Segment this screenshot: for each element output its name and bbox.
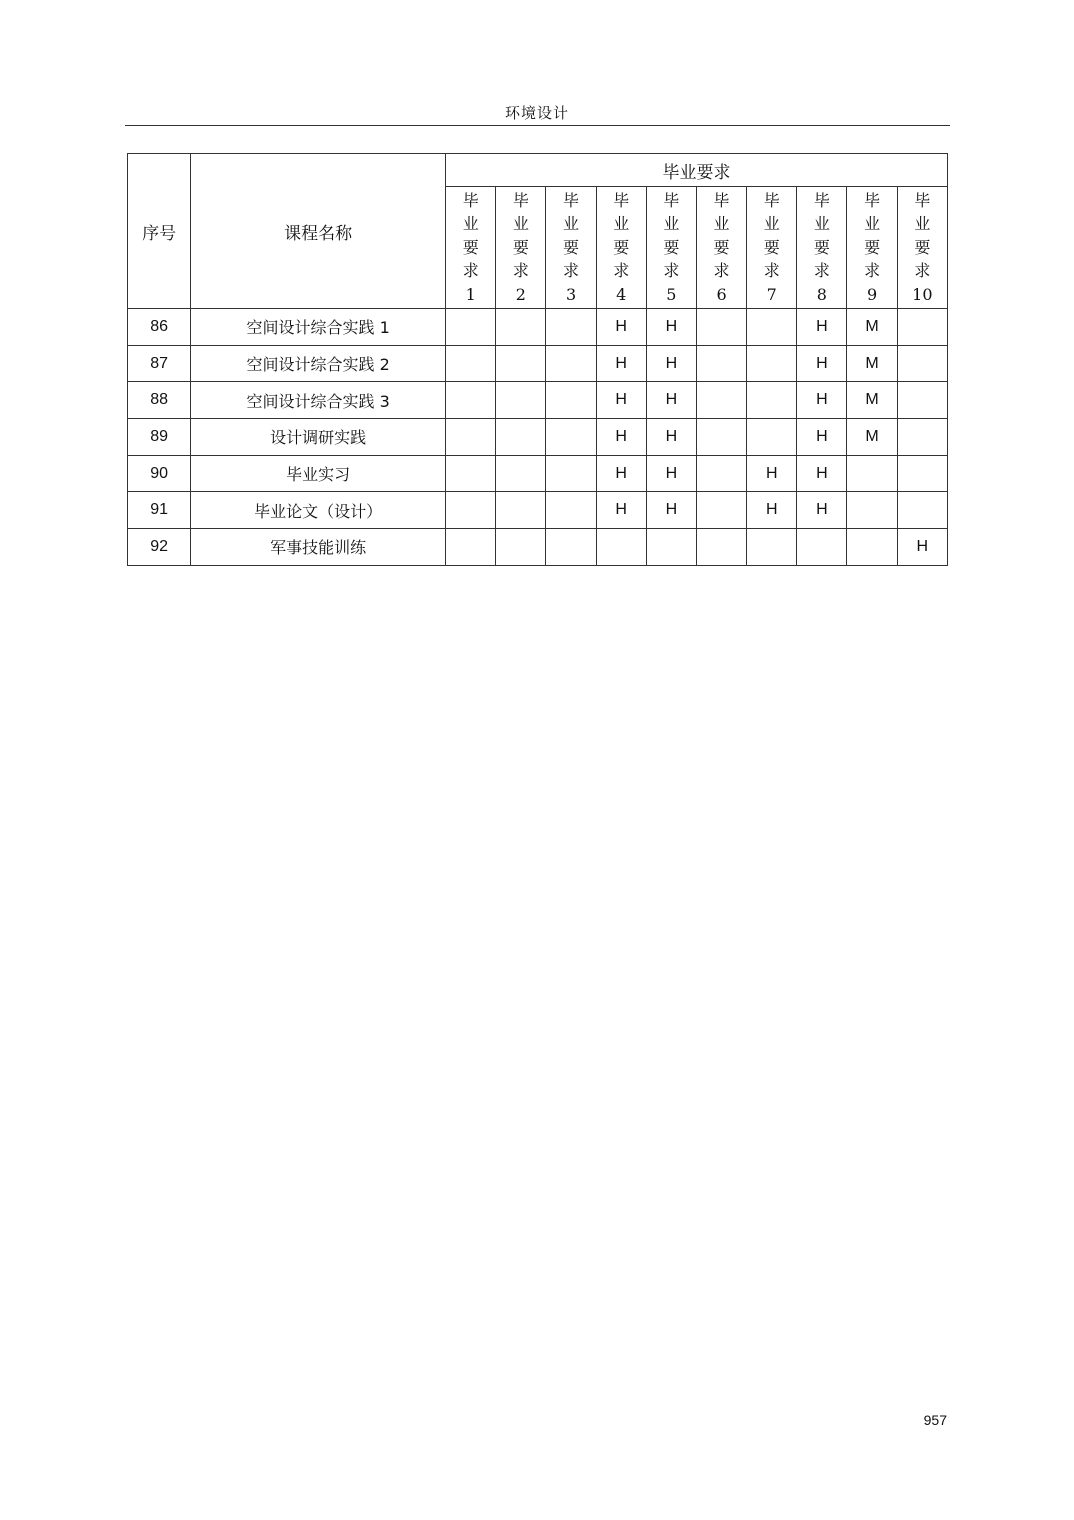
requirement-header-char: 毕 (864, 190, 881, 210)
requirement-header-char: 求 (512, 261, 529, 281)
requirement-cell: H (646, 382, 696, 419)
table-row (128, 309, 948, 346)
requirement-cell: H (797, 492, 847, 529)
row-course-name: 空间设计综合实践 3 (191, 382, 446, 419)
requirement-cell: M (847, 419, 897, 456)
requirement-header-char: 业 (713, 214, 730, 234)
requirement-header-char: 要 (663, 237, 680, 257)
requirement-cell: M (847, 382, 897, 419)
requirement-cell (897, 455, 947, 492)
requirement-header-number: 7 (766, 284, 777, 304)
row-course-name: 毕业论文（设计） (191, 492, 446, 529)
row-course-name: 毕业实习 (191, 455, 446, 492)
course-name-header: 课程名称 (191, 154, 446, 309)
requirement-header-char: 业 (914, 214, 931, 234)
requirement-header-char: 毕 (914, 190, 931, 210)
row-seq: 90 (128, 455, 191, 492)
requirement-header-char: 求 (864, 261, 881, 281)
requirement-header-char: 业 (763, 214, 780, 234)
requirement-header-9 (847, 187, 897, 309)
requirement-header-char: 业 (864, 214, 881, 234)
requirement-cell (897, 419, 947, 456)
requirement-header-char: 毕 (613, 190, 630, 210)
requirement-cell (446, 419, 496, 456)
requirement-cell: H (596, 345, 646, 382)
table-row (128, 455, 948, 492)
requirement-cell (446, 529, 496, 566)
requirement-header-char: 毕 (563, 190, 580, 210)
requirement-cell (797, 529, 847, 566)
requirement-header-char: 要 (763, 237, 780, 257)
requirement-header-char: 要 (914, 237, 931, 257)
row-course-name: 空间设计综合实践 1 (191, 309, 446, 346)
requirement-cell (496, 419, 546, 456)
requirement-header-char: 业 (462, 214, 479, 234)
row-seq: 86 (128, 309, 191, 346)
requirement-cell (446, 309, 496, 346)
requirement-cell (696, 455, 746, 492)
table-row (128, 419, 948, 456)
requirement-cell (696, 309, 746, 346)
requirement-cell (847, 529, 897, 566)
row-seq: 92 (128, 529, 191, 566)
requirement-header-2 (496, 187, 546, 309)
requirement-header-char: 业 (663, 214, 680, 234)
requirement-cell (696, 419, 746, 456)
requirement-cell (897, 382, 947, 419)
requirement-cell (747, 309, 797, 346)
row-seq: 91 (128, 492, 191, 529)
requirement-header-char: 要 (613, 237, 630, 257)
requirement-header-char: 要 (512, 237, 529, 257)
header-rule (125, 125, 950, 126)
requirement-header-7 (747, 187, 797, 309)
row-course-name: 设计调研实践 (191, 419, 446, 456)
requirement-header-number: 4 (616, 284, 627, 304)
requirement-cell (546, 492, 596, 529)
requirement-header-1 (446, 187, 496, 309)
requirement-header-char: 求 (462, 261, 479, 281)
requirement-cell (496, 529, 546, 566)
requirement-header-number: 2 (515, 284, 526, 304)
requirement-header-char: 求 (713, 261, 730, 281)
requirement-header-number: 10 (912, 284, 933, 304)
requirement-cell: H (747, 492, 797, 529)
requirement-header-char: 要 (462, 237, 479, 257)
requirement-cell: H (897, 529, 947, 566)
requirement-cell: H (797, 455, 847, 492)
requirement-header-3 (546, 187, 596, 309)
requirement-cell (897, 345, 947, 382)
requirement-header-number: 1 (465, 284, 476, 304)
requirement-header-char: 要 (713, 237, 730, 257)
requirement-cell (847, 492, 897, 529)
requirement-cell (696, 382, 746, 419)
requirement-cell (446, 492, 496, 529)
requirement-cell: H (596, 382, 646, 419)
requirement-cell (747, 382, 797, 419)
requirement-header-number: 8 (816, 284, 827, 304)
requirement-cell: H (646, 419, 696, 456)
requirement-cell (496, 345, 546, 382)
row-seq: 87 (128, 345, 191, 382)
requirement-header-char: 要 (864, 237, 881, 257)
requirements-matrix-table (127, 153, 948, 566)
requirement-cell (546, 345, 596, 382)
requirement-cell (496, 492, 546, 529)
requirement-cell: H (797, 345, 847, 382)
requirement-cell: H (646, 309, 696, 346)
requirement-header-8 (797, 187, 847, 309)
requirement-header-6 (696, 187, 746, 309)
requirement-cell (646, 529, 696, 566)
requirement-cell: H (797, 309, 847, 346)
table-row (128, 345, 948, 382)
table-row (128, 382, 948, 419)
requirement-header-char: 要 (813, 237, 830, 257)
requirement-cell: H (646, 345, 696, 382)
requirement-header-number: 5 (666, 284, 677, 304)
requirement-cell (546, 382, 596, 419)
requirement-header-10 (897, 187, 947, 309)
requirement-cell (496, 455, 546, 492)
requirement-header-number: 6 (716, 284, 727, 304)
requirement-header-number: 9 (866, 284, 878, 304)
requirement-header-char: 毕 (763, 190, 780, 210)
requirement-cell: H (646, 455, 696, 492)
requirement-cell: H (596, 419, 646, 456)
requirement-header-char: 毕 (512, 190, 529, 210)
requirement-header-char: 毕 (462, 190, 479, 210)
requirement-cell (596, 529, 646, 566)
requirement-header-char: 业 (613, 214, 630, 234)
requirement-cell (696, 529, 746, 566)
requirement-cell: M (847, 345, 897, 382)
running-header-title: 环境设计 (504, 104, 569, 122)
requirement-header-char: 要 (563, 237, 580, 257)
requirement-cell (446, 382, 496, 419)
requirement-header-char: 求 (763, 261, 780, 281)
graduation-requirements-header: 毕业要求 (446, 154, 948, 187)
requirement-header-char: 业 (512, 214, 529, 234)
requirement-header-char: 求 (563, 261, 580, 281)
requirement-cell: H (797, 419, 847, 456)
requirement-header-char: 业 (813, 214, 830, 234)
requirement-cell (897, 309, 947, 346)
table-row (128, 492, 948, 529)
requirement-cell (747, 529, 797, 566)
requirement-cell (847, 455, 897, 492)
requirement-cell (747, 345, 797, 382)
requirement-header-char: 毕 (663, 190, 680, 210)
requirement-cell (696, 492, 746, 529)
seq-header: 序号 (128, 154, 191, 309)
requirement-cell (496, 309, 546, 346)
requirement-cell: M (847, 309, 897, 346)
requirement-cell (546, 309, 596, 346)
requirement-cell: H (747, 455, 797, 492)
page-number: 957 (923, 1412, 947, 1428)
requirement-cell: H (646, 492, 696, 529)
requirement-cell (747, 419, 797, 456)
requirement-cell (696, 345, 746, 382)
requirement-header-char: 求 (663, 261, 680, 281)
requirement-cell (446, 455, 496, 492)
requirement-header-char: 求 (813, 261, 830, 281)
requirement-header-5 (646, 187, 696, 309)
table-row (128, 529, 948, 566)
requirement-cell (546, 455, 596, 492)
requirement-header-number: 3 (565, 284, 577, 304)
row-course-name: 空间设计综合实践 2 (191, 345, 446, 382)
requirement-cell: H (596, 309, 646, 346)
requirement-cell (446, 345, 496, 382)
requirement-cell (546, 419, 596, 456)
requirement-cell: H (797, 382, 847, 419)
requirement-header-char: 毕 (813, 190, 830, 210)
requirement-cell: H (596, 455, 646, 492)
requirement-header-char: 求 (914, 261, 931, 281)
requirement-header-char: 求 (613, 261, 630, 281)
requirement-header-4 (596, 187, 646, 309)
row-course-name: 军事技能训练 (191, 529, 446, 566)
requirement-cell (546, 529, 596, 566)
requirement-cell (897, 492, 947, 529)
requirement-cell: H (596, 492, 646, 529)
row-seq: 88 (128, 382, 191, 419)
row-seq: 89 (128, 419, 191, 456)
requirement-cell (496, 382, 546, 419)
requirement-header-char: 毕 (713, 190, 730, 210)
requirement-header-char: 业 (563, 214, 580, 234)
